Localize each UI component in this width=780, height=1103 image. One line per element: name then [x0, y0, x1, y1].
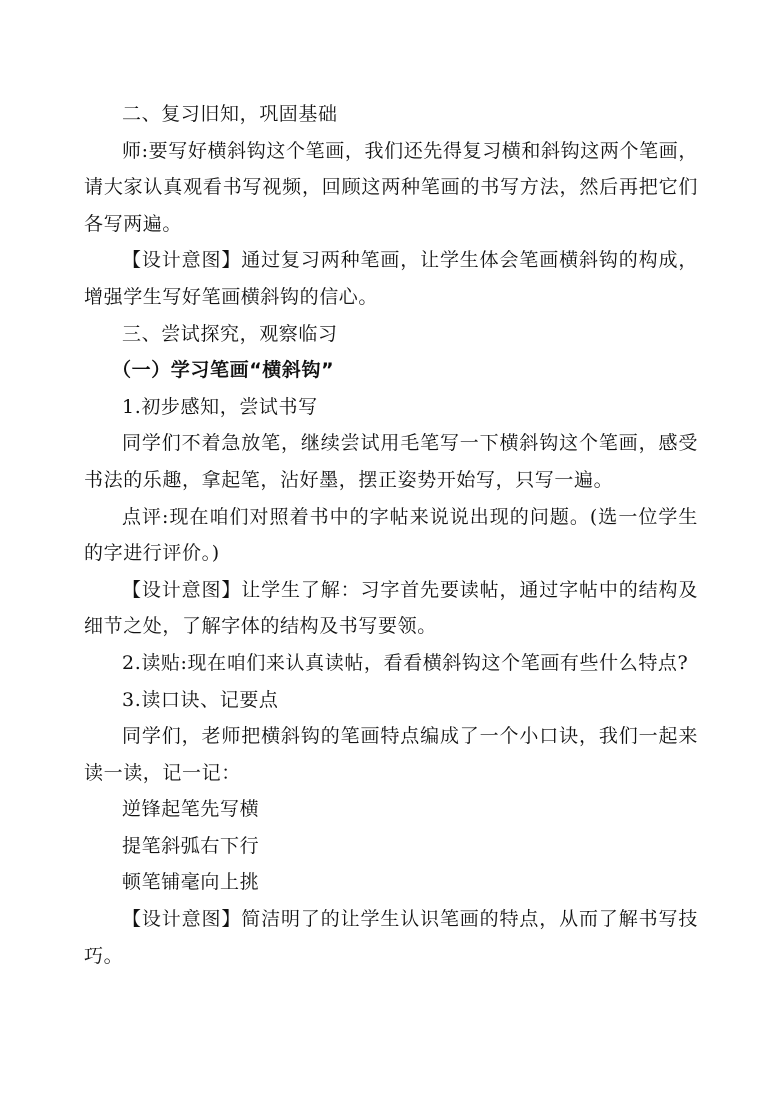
design-intent-reading: 【设计意图】让学生了解：习字首先要读帖，通过字帖中的结构及细节之处，了解字体的结构及书写要领。	[84, 578, 698, 638]
section-heading-review: 二、复习旧知，巩固基础	[122, 103, 338, 125]
rhyme-line-3: 顿笔铺毫向上挑	[122, 871, 260, 894]
design-intent-rhyme: 【设计意图】简洁明了的让学生认识笔画的特点，从而了解书写技巧。	[84, 908, 698, 967]
design-intent-review: 【设计意图】通过复习两种笔画，让学生体会笔画横斜钩的构成，增强学生写好笔画横斜钩的信心。	[84, 249, 698, 308]
document-page	[84, 96, 698, 974]
step-3-body: 同学们，老师把横斜钩的笔画特点编成了一个小口诀，我们一起来读一读，记一记：	[84, 725, 698, 784]
subheading-stroke: （一）学习笔画“横斜钩”	[112, 359, 335, 382]
section-heading-explore: 三、尝试探究，观察临习	[122, 322, 338, 345]
step-3-title: 3.读口诀、记要点	[122, 688, 279, 711]
step-1-title: 1.初步感知，尝试书写	[122, 395, 318, 418]
step-2-reading: 2.读贴:现在咱们来认真读帖，看看横斜钩这个笔画有些什么特点?	[122, 651, 689, 674]
teacher-comment: 点评:现在咱们对照着书中的字帖来说说出现的问题。(选一位学生的字进行评价。)	[84, 505, 698, 565]
teacher-instruction: 师:要写好横斜钩这个笔画，我们还先得复习横和斜钩这两个笔画，请大家认真观看书写视频，回顾这两种笔画的书写方法，然后再把它们各写两遍。	[84, 139, 698, 235]
rhyme-line-1: 逆锋起笔先写横	[122, 798, 260, 821]
step-1-body: 同学们不着急放笔，继续尝试用毛笔写一下横斜钩这个笔画，感受书法的乐趣，拿起笔，沾好墨，摆正姿势开始写，只写一遍。	[84, 432, 698, 491]
rhyme-line-2: 提笔斜弧右下行	[122, 834, 260, 857]
